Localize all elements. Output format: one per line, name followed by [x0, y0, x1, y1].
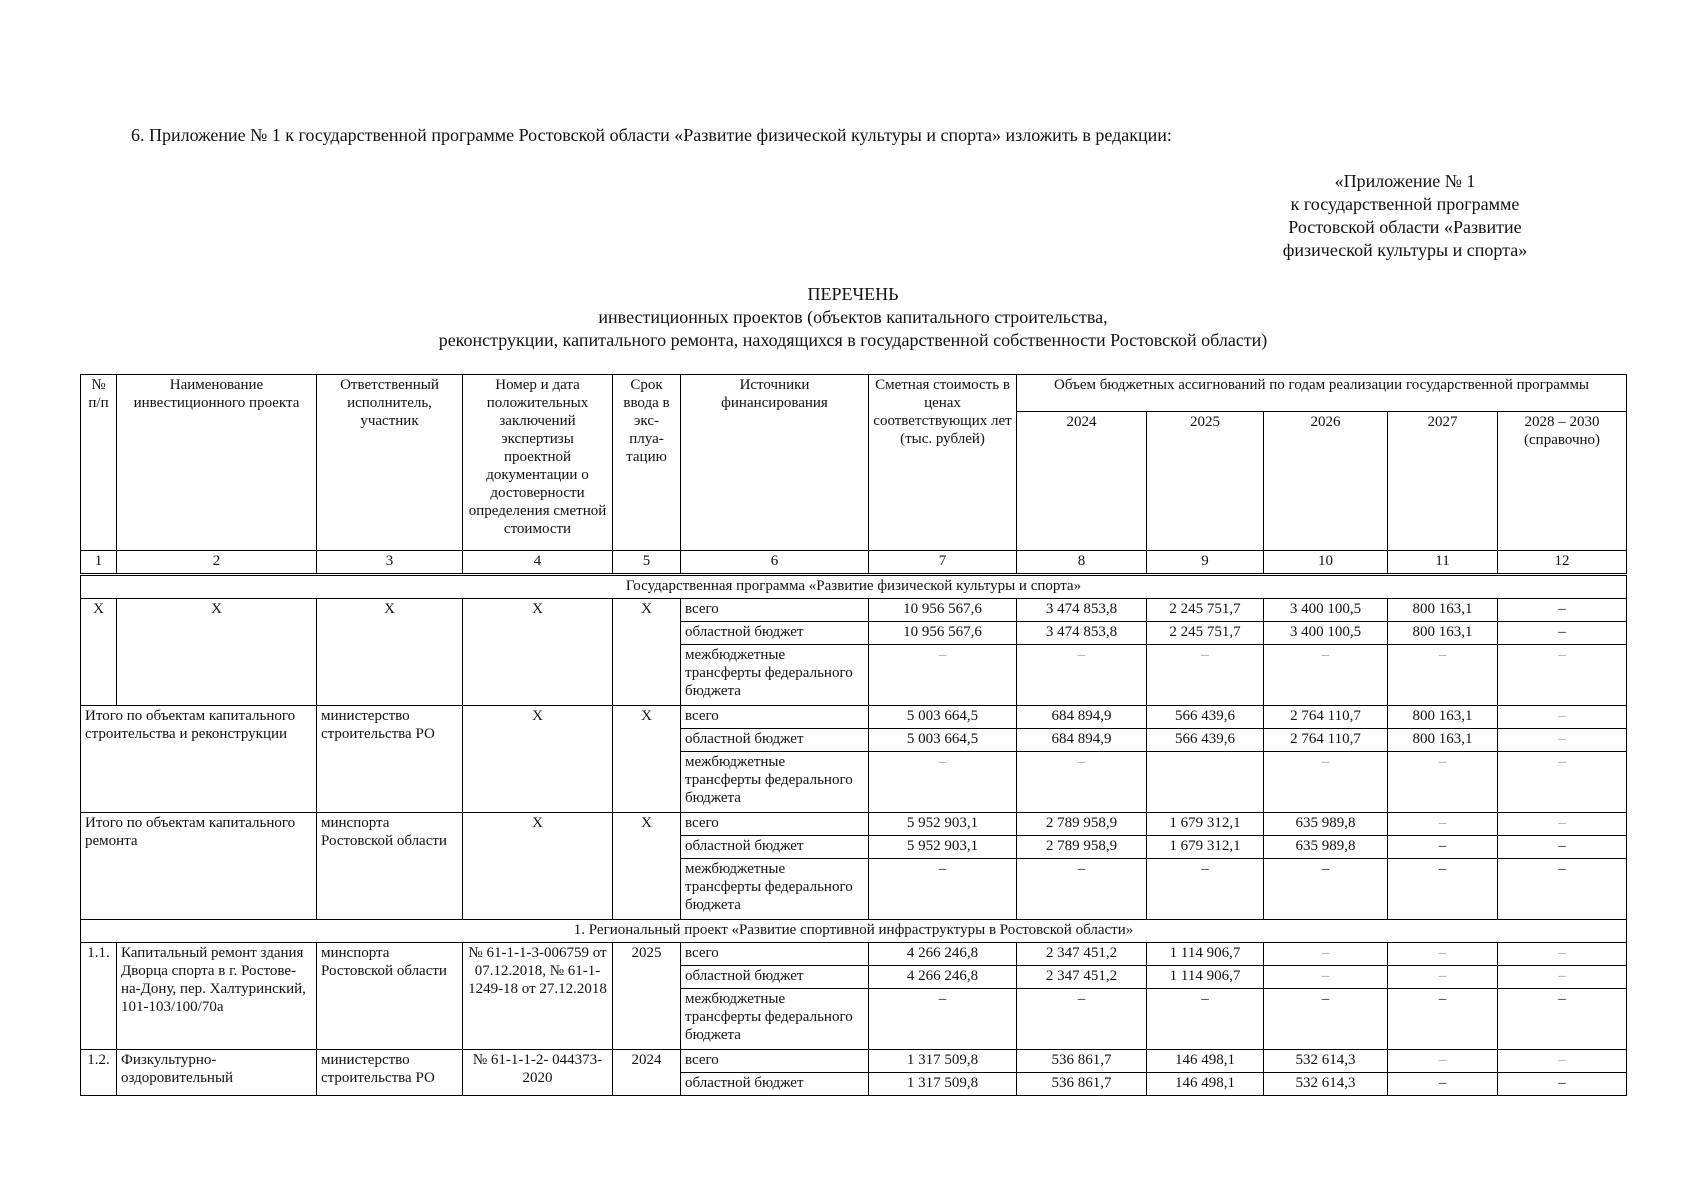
value-cell: 684 894,9 — [1017, 706, 1147, 729]
header-project-name: Наименование инвестиционного проекта — [117, 375, 317, 551]
regional-section-title: 1. Региональный проект «Развитие спортивной инфраструктуры в Ростовской области» — [81, 920, 1627, 943]
value-cell: – — [1017, 859, 1147, 920]
value-cell: – — [869, 859, 1017, 920]
source-federal: межбюджетные трансферты федерального бюджета — [681, 752, 869, 813]
value-cell: – — [1264, 943, 1388, 966]
source-federal: межбюджетные трансферты федерального бюджета — [681, 645, 869, 706]
appendix-line: физической культуры и спорта» — [1282, 240, 1528, 260]
section-row — [81, 920, 1627, 943]
intro-paragraph: 6. Приложение № 1 к государственной программе Ростовской области «Развитие физической культуры и спорта» изложить в редакции: — [131, 125, 1172, 145]
value-cell: 146 498,1 — [1147, 1073, 1264, 1096]
value-cell: – — [1388, 645, 1498, 706]
value-cell: 2 347 451,2 — [1017, 966, 1147, 989]
value-cell: 3 400 100,5 — [1264, 622, 1388, 645]
table-row — [81, 943, 1627, 966]
header-year-2025: 2025 — [1147, 412, 1264, 551]
executor: министерство строительства РО — [317, 706, 463, 813]
value-cell: – — [1388, 1073, 1498, 1096]
value-cell: – — [1498, 622, 1627, 645]
source-regional: областной бюджет — [681, 966, 869, 989]
column-number: 11 — [1388, 551, 1498, 575]
executor: минспорта Ростовской области — [317, 813, 463, 920]
value-cell: 2 764 110,7 — [1264, 706, 1388, 729]
commissioning-term: 2024 — [613, 1050, 681, 1096]
source-total: всего — [681, 813, 869, 836]
expertise: № 61-1-1-3-006759 от 07.12.2018, № 61-1-1249-18 от 27.12.2018 — [463, 943, 613, 1050]
value-cell: – — [869, 989, 1017, 1050]
value-cell: 1 679 312,1 — [1147, 836, 1264, 859]
column-number: 1 — [81, 551, 117, 575]
value-cell: – — [1264, 752, 1388, 813]
value-cell: 10 956 567,6 — [869, 622, 1017, 645]
value-cell: 2 347 451,2 — [1017, 943, 1147, 966]
column-number: 8 — [1017, 551, 1147, 575]
project-name: Капитальный ремонт здания Дворца спорта в г. Ростове-на-Дону, пер. Халтуринский, 101-103/100/70а — [117, 943, 317, 1050]
project-name: Итого по объектам капитального ремонта — [81, 813, 317, 920]
section-row — [81, 575, 1627, 599]
value-cell: – — [1388, 989, 1498, 1050]
value-cell: – — [1388, 813, 1498, 836]
row-number: X — [81, 599, 117, 706]
value-cell: 800 163,1 — [1388, 706, 1498, 729]
value-cell: – — [1498, 943, 1627, 966]
row-number: 1.1. — [81, 943, 117, 1050]
header-year-2024: 2024 — [1017, 412, 1147, 551]
value-cell: – — [1017, 989, 1147, 1050]
value-cell: 10 956 567,6 — [869, 599, 1017, 622]
header-executor: Ответственный исполнитель, участник — [317, 375, 463, 551]
source-regional: областной бюджет — [681, 836, 869, 859]
value-cell: – — [1017, 645, 1147, 706]
source-regional: областной бюджет — [681, 729, 869, 752]
column-number: 4 — [463, 551, 613, 575]
column-number: 3 — [317, 551, 463, 575]
appendix-line: Ростовской области «Развитие — [1288, 217, 1522, 237]
value-cell: 2 789 958,9 — [1017, 813, 1147, 836]
value-cell: 536 861,7 — [1017, 1073, 1147, 1096]
value-cell: 3 400 100,5 — [1264, 599, 1388, 622]
title-line: реконструкции, капитального ремонта, находящихся в государственной собственности Ростовской области) — [438, 330, 1268, 350]
column-number: 9 — [1147, 551, 1264, 575]
header-row — [81, 375, 1627, 412]
table-row — [81, 1050, 1627, 1073]
source-federal: межбюджетные трансферты федерального бюджета — [681, 859, 869, 920]
value-cell: 684 894,9 — [1017, 729, 1147, 752]
value-cell: – — [1388, 966, 1498, 989]
appendix-line: «Приложение № 1 — [1334, 171, 1476, 191]
header-expertise: Номер и дата положительных заключений экспертизы проектной документации о достоверности определения сметной стоимости — [463, 375, 613, 551]
value-cell: 2 764 110,7 — [1264, 729, 1388, 752]
value-cell: – — [1498, 706, 1627, 729]
header-year-2026: 2026 — [1264, 412, 1388, 551]
program-section-title: Государственная программа «Развитие физической культуры и спорта» — [81, 575, 1627, 599]
header-estimated-cost: Сметная стоимость в ценах соответствующих лет (тыс. рублей) — [869, 375, 1017, 551]
project-name: X — [117, 599, 317, 706]
table-row — [81, 813, 1627, 836]
column-number: 12 — [1498, 551, 1627, 575]
value-cell: 566 439,6 — [1147, 706, 1264, 729]
value-cell: – — [1498, 989, 1627, 1050]
value-cell: – — [1498, 729, 1627, 752]
appendix-note — [1210, 170, 1600, 262]
executor: минспорта Ростовской области — [317, 943, 463, 1050]
source-total: всего — [681, 943, 869, 966]
expertise: X — [463, 599, 613, 706]
value-cell: – — [1264, 989, 1388, 1050]
commissioning-term: X — [613, 813, 681, 920]
header-year-2028-2030: 2028 – 2030 (справочно) — [1498, 412, 1627, 551]
value-cell: 800 163,1 — [1388, 599, 1498, 622]
executor: министерство строительства РО — [317, 1050, 463, 1096]
source-federal: межбюджетные трансферты федерального бюджета — [681, 989, 869, 1050]
column-number: 2 — [117, 551, 317, 575]
value-cell: 635 989,8 — [1264, 836, 1388, 859]
header-term: Срок ввода в экс- плуа- тацию — [613, 375, 681, 551]
source-total: всего — [681, 599, 869, 622]
value-cell: – — [869, 645, 1017, 706]
expertise: X — [463, 706, 613, 813]
value-cell: – — [1498, 859, 1627, 920]
commissioning-term: X — [613, 599, 681, 706]
source-regional: областной бюджет — [681, 622, 869, 645]
value-cell: – — [1388, 859, 1498, 920]
value-cell: – — [1498, 645, 1627, 706]
value-cell: – — [1498, 752, 1627, 813]
executor: X — [317, 599, 463, 706]
value-cell: 800 163,1 — [1388, 622, 1498, 645]
value-cell: 146 498,1 — [1147, 1050, 1264, 1073]
value-cell: 1 114 906,7 — [1147, 966, 1264, 989]
project-name: Физкультурно- оздоровительный — [117, 1050, 317, 1096]
title-line: ПЕРЕЧЕНЬ — [807, 284, 899, 304]
source-total: всего — [681, 706, 869, 729]
value-cell: – — [869, 752, 1017, 813]
value-cell: 1 114 906,7 — [1147, 943, 1264, 966]
source-total: всего — [681, 1050, 869, 1073]
column-number: 6 — [681, 551, 869, 575]
value-cell: 532 614,3 — [1264, 1073, 1388, 1096]
value-cell: – — [1388, 943, 1498, 966]
value-cell: 1 317 509,8 — [869, 1050, 1017, 1073]
value-cell: 1 679 312,1 — [1147, 813, 1264, 836]
value-cell: – — [1498, 966, 1627, 989]
value-cell: 532 614,3 — [1264, 1050, 1388, 1073]
column-number: 10 — [1264, 551, 1388, 575]
investment-projects-table — [80, 374, 1627, 1096]
value-cell: 635 989,8 — [1264, 813, 1388, 836]
expertise: № 61-1-1-2- 044373-2020 — [463, 1050, 613, 1096]
expertise: X — [463, 813, 613, 920]
value-cell: – — [1147, 859, 1264, 920]
value-cell: – — [1147, 645, 1264, 706]
value-cell: 2 245 751,7 — [1147, 622, 1264, 645]
value-cell: 5 952 903,1 — [869, 836, 1017, 859]
value-cell: – — [1264, 966, 1388, 989]
value-cell: – — [1498, 836, 1627, 859]
column-numbers-row — [81, 551, 1627, 575]
value-cell: 3 474 853,8 — [1017, 599, 1147, 622]
value-cell: 4 266 246,8 — [869, 943, 1017, 966]
row-number: 1.2. — [81, 1050, 117, 1096]
value-cell: – — [1264, 859, 1388, 920]
header-sources: Источники финансирования — [681, 375, 869, 551]
value-cell: – — [1388, 752, 1498, 813]
value-cell: 2 789 958,9 — [1017, 836, 1147, 859]
value-cell: 566 439,6 — [1147, 729, 1264, 752]
value-cell: 800 163,1 — [1388, 729, 1498, 752]
value-cell: – — [1498, 599, 1627, 622]
column-number: 7 — [869, 551, 1017, 575]
value-cell: – — [1264, 645, 1388, 706]
value-cell: 5 003 664,5 — [869, 706, 1017, 729]
value-cell: 5 003 664,5 — [869, 729, 1017, 752]
project-name: Итого по объектам капитального строительства и реконструкции — [81, 706, 317, 813]
source-regional: областной бюджет — [681, 1073, 869, 1096]
value-cell: 1 317 509,8 — [869, 1073, 1017, 1096]
value-cell: – — [1498, 1073, 1627, 1096]
value-cell: 536 861,7 — [1017, 1050, 1147, 1073]
header-year-2027: 2027 — [1388, 412, 1498, 551]
value-cell: 5 952 903,1 — [869, 813, 1017, 836]
value-cell: – — [1388, 1050, 1498, 1073]
document-title — [80, 283, 1626, 352]
header-budget-group: Объем бюджетных ассигнований по годам реализации государственной программы — [1017, 375, 1627, 412]
commissioning-term: 2025 — [613, 943, 681, 1050]
value-cell — [1147, 752, 1264, 813]
header-number: № п/п — [81, 375, 117, 551]
value-cell: – — [1498, 1050, 1627, 1073]
value-cell: 2 245 751,7 — [1147, 599, 1264, 622]
value-cell: – — [1388, 836, 1498, 859]
value-cell: 4 266 246,8 — [869, 966, 1017, 989]
table-row — [81, 599, 1627, 622]
commissioning-term: X — [613, 706, 681, 813]
table-row — [81, 706, 1627, 729]
value-cell: – — [1147, 989, 1264, 1050]
column-number: 5 — [613, 551, 681, 575]
value-cell: 3 474 853,8 — [1017, 622, 1147, 645]
title-line: инвестиционных проектов (объектов капитального строительства, — [598, 307, 1108, 327]
value-cell: – — [1017, 752, 1147, 813]
appendix-line: к государственной программе — [1290, 194, 1520, 214]
value-cell: – — [1498, 813, 1627, 836]
